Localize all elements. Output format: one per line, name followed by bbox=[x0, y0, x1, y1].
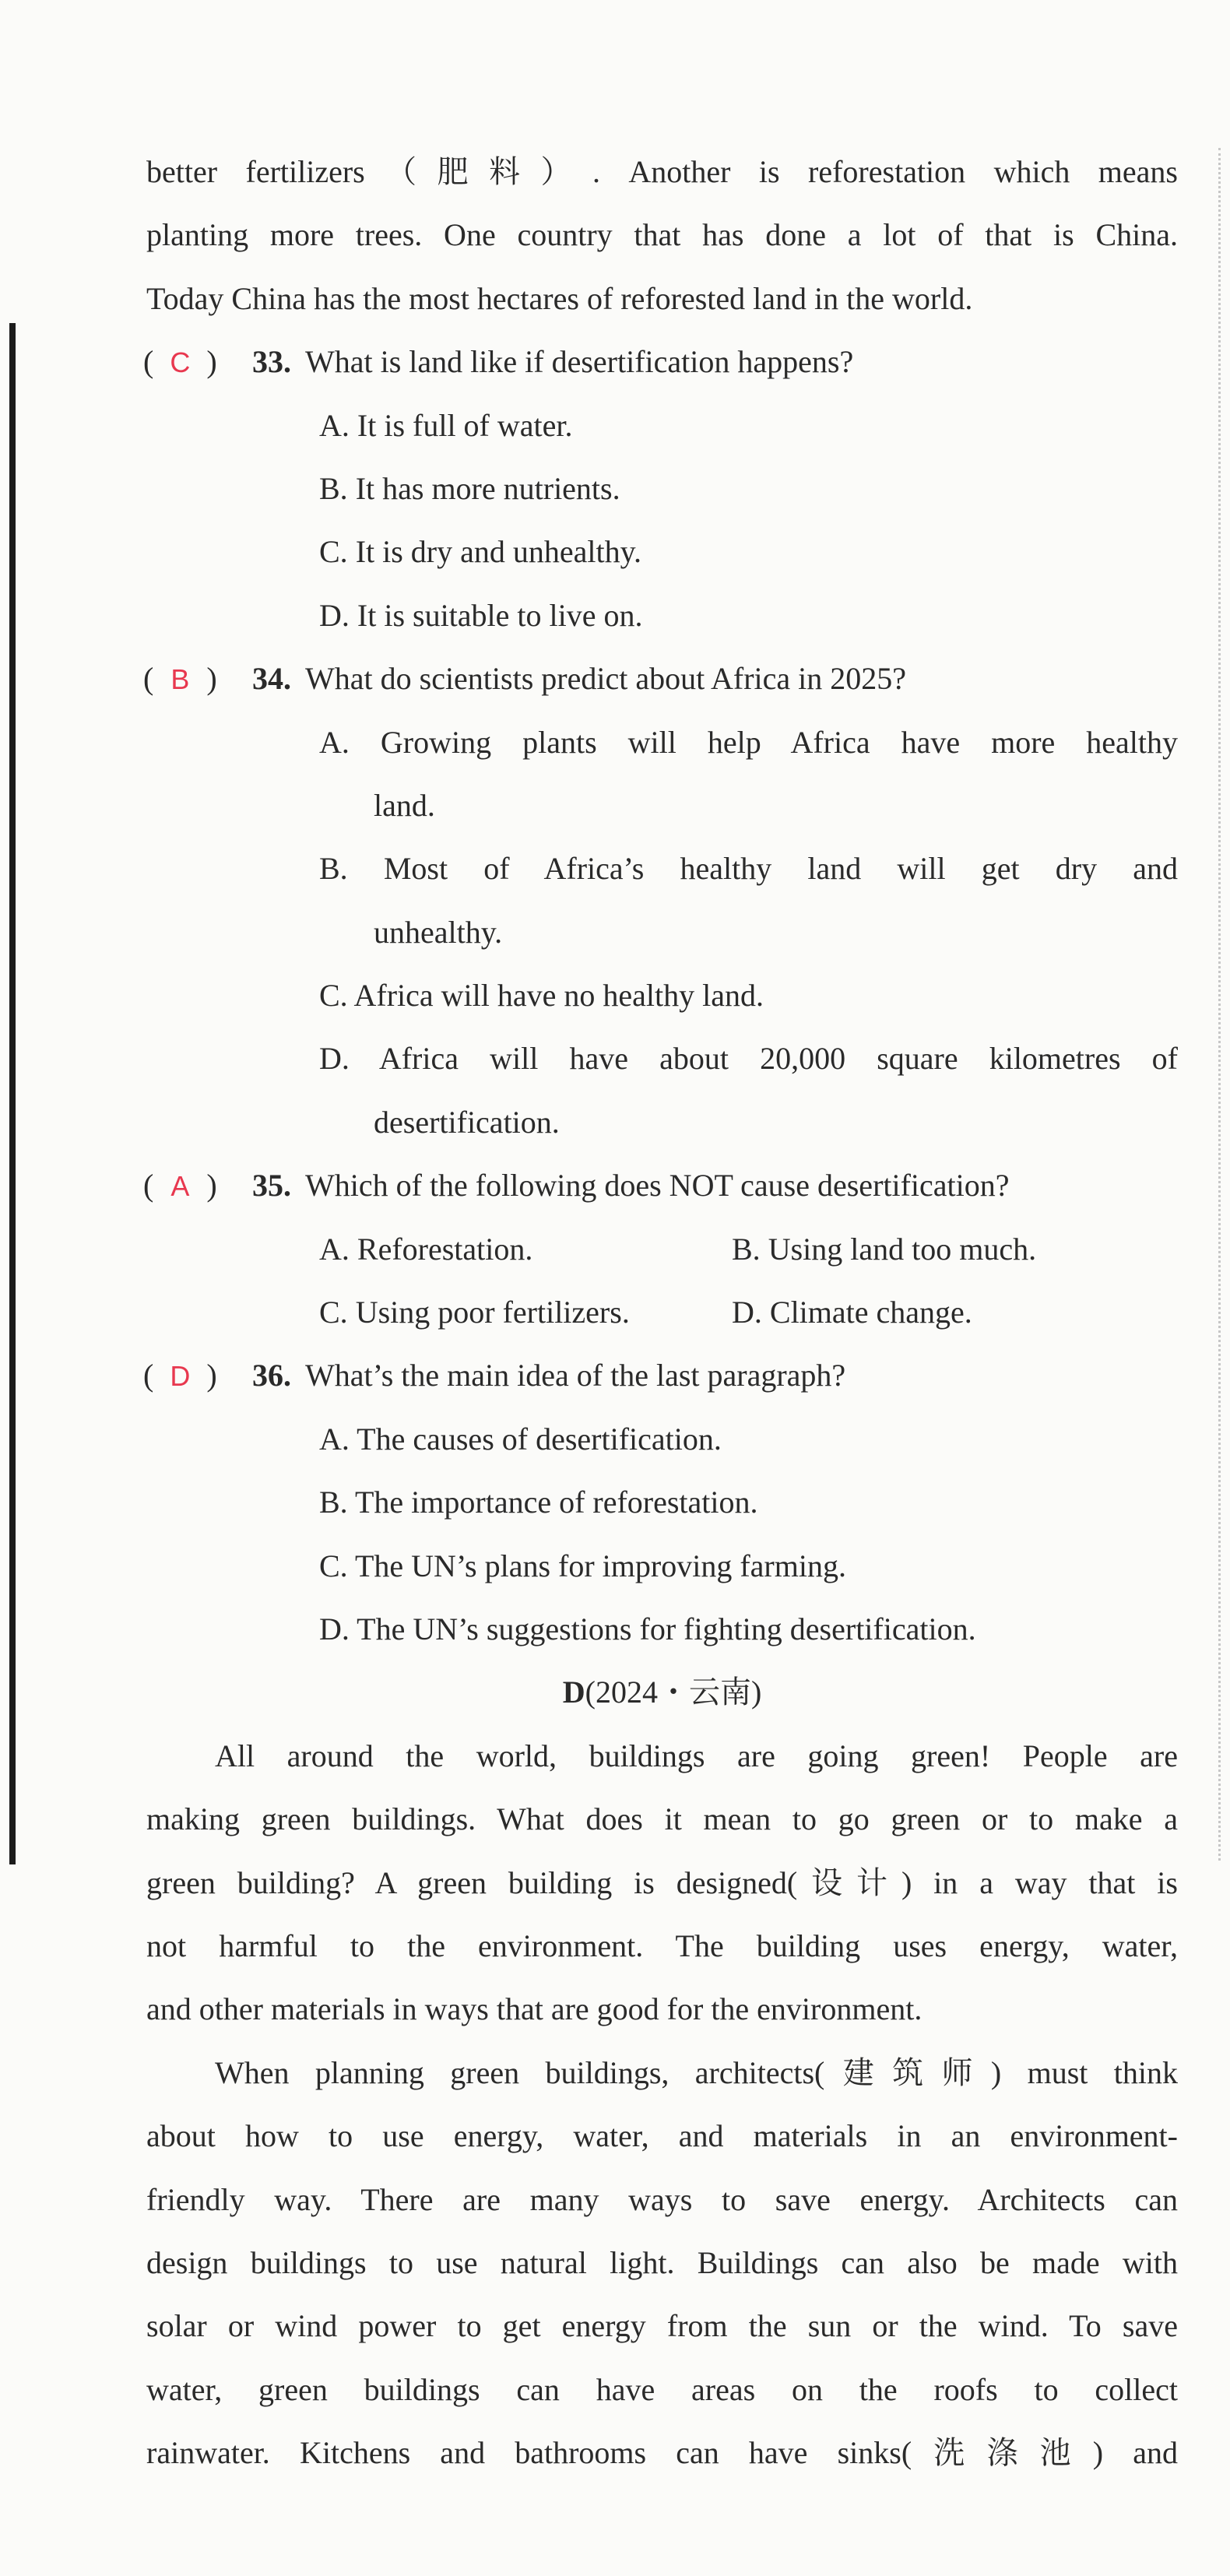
passage-line: solar or wind power to get energy from the sun or the wind. To save bbox=[146, 2308, 1178, 2344]
question-stem: What is land like if desertification happens? bbox=[305, 344, 854, 380]
passage-line: design buildings to use natural light. Buildings can also be made with bbox=[146, 2244, 1178, 2280]
answer-bracket: ( D ) bbox=[143, 1344, 252, 1407]
passage-line: about how to use energy, water, and materials in an environment- bbox=[146, 2118, 1178, 2154]
option-b: B. Using land too much. bbox=[732, 1231, 1037, 1267]
passage-line: not harmful to the environment. The building uses energy, water, bbox=[146, 1928, 1178, 1963]
question-33 bbox=[143, 330, 1178, 393]
document-page bbox=[143, 140, 1179, 2484]
passage-line: planting more trees. One country that has done a lot of that is China. bbox=[146, 217, 1178, 253]
passage-line: Today China has the most hectares of reforested land in the world. bbox=[146, 280, 973, 316]
question-35 bbox=[143, 1154, 1178, 1217]
question-stem: What’s the main idea of the last paragraph? bbox=[305, 1358, 846, 1393]
option-a: A. Reforestation. bbox=[319, 1231, 533, 1267]
option-a: A. The causes of desertification. bbox=[319, 1421, 722, 1457]
passage-line: making green buildings. What does it mean to go green or to make a bbox=[146, 1801, 1178, 1837]
option-b-continued: unhealthy. bbox=[374, 914, 503, 950]
question-number: 34. bbox=[252, 661, 291, 697]
question-number: 33. bbox=[252, 344, 291, 380]
page-dotted-margin bbox=[1218, 148, 1221, 1861]
passage-line: water, green buildings can have areas on the roofs to collect bbox=[146, 2371, 1178, 2407]
option-a: A. Growing plants will help Africa have more healthy bbox=[319, 724, 1179, 760]
question-36 bbox=[143, 1344, 1178, 1407]
question-34 bbox=[143, 647, 1178, 710]
answer-letter: C bbox=[170, 346, 191, 379]
option-c: C. Using poor fertilizers. bbox=[319, 1295, 630, 1330]
scan-edge-shadow bbox=[9, 323, 16, 1864]
option-b: B. The importance of reforestation. bbox=[319, 1485, 758, 1520]
passage-line: green building? A green building is designed(设计) in a way that is bbox=[146, 1864, 1178, 1900]
answer-letter: D bbox=[170, 1360, 191, 1393]
question-stem: What do scientists predict about Africa in 2025? bbox=[305, 661, 907, 697]
option-d-continued: desertification. bbox=[374, 1104, 560, 1140]
passage-line: friendly way. There are many ways to save energy. Architects can bbox=[146, 2181, 1178, 2217]
option-b: B. It has more nutrients. bbox=[319, 470, 620, 506]
passage-line: better fertilizers（肥料）. Another is reforestation which means bbox=[146, 154, 1178, 189]
option-d: D. The UN’s suggestions for fighting desertification. bbox=[319, 1611, 976, 1646]
option-d: D. Climate change. bbox=[732, 1295, 972, 1330]
passage-line: When planning green buildings, architects(建筑师) must think bbox=[215, 2054, 1178, 2090]
question-number: 35. bbox=[252, 1168, 291, 1204]
option-a-continued: land. bbox=[374, 787, 435, 823]
answer-bracket: ( A ) bbox=[143, 1154, 252, 1218]
option-c: C. The UN’s plans for improving farming. bbox=[319, 1548, 846, 1583]
section-title: D(2024・云南) bbox=[562, 1675, 762, 1710]
option-d: D. Africa will have about 20,000 square kilometres of bbox=[319, 1041, 1178, 1077]
option-d: D. It is suitable to live on. bbox=[319, 597, 643, 633]
answer-letter: A bbox=[170, 1170, 190, 1203]
answer-bracket: ( B ) bbox=[143, 647, 252, 711]
answer-letter: B bbox=[170, 663, 190, 696]
passage-line: rainwater. Kitchens and bathrooms can have sinks(洗涤池) and bbox=[146, 2435, 1178, 2471]
passage-line: All around the world, buildings are going green! People are bbox=[215, 1738, 1178, 1773]
passage-line: and other materials in ways that are good for the environment. bbox=[146, 1991, 922, 2027]
option-a: A. It is full of water. bbox=[319, 407, 573, 443]
option-row-cd bbox=[146, 1281, 1178, 1344]
question-stem: Which of the following does NOT cause desertification? bbox=[305, 1168, 1010, 1204]
option-row-ab bbox=[146, 1218, 1178, 1281]
option-c: C. It is dry and unhealthy. bbox=[319, 534, 642, 570]
option-b: B. Most of Africa’s healthy land will get dry and bbox=[319, 851, 1178, 887]
answer-bracket: ( C ) bbox=[143, 330, 252, 394]
question-number: 36. bbox=[252, 1358, 291, 1393]
option-c: C. Africa will have no healthy land. bbox=[319, 978, 764, 1014]
